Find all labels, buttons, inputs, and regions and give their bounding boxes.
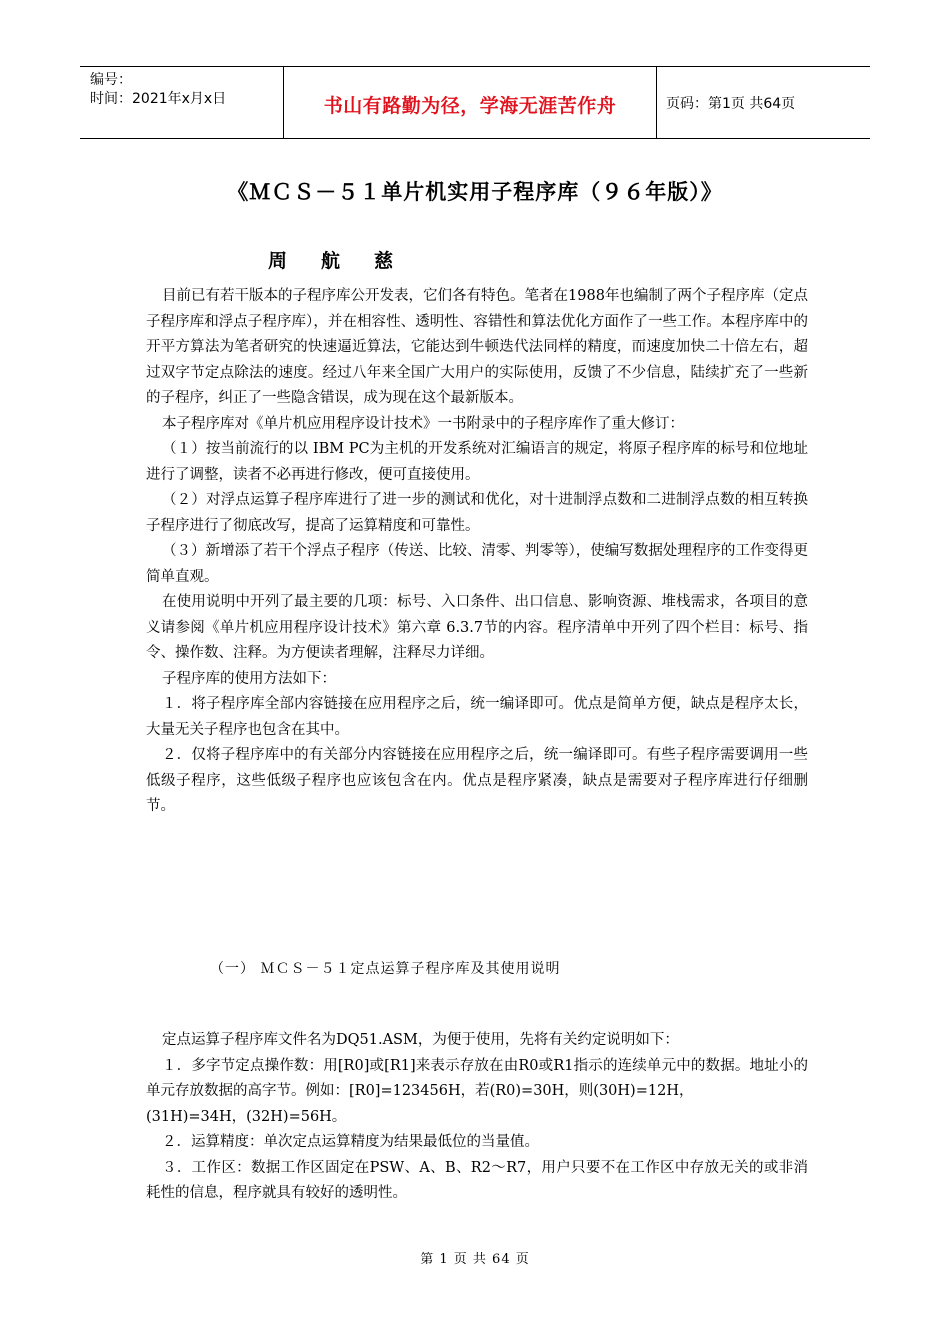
paragraph: 目前已有若干版本的子程序库公开发表，它们各有特色。笔者在1988年也编制了两个子程序库（定点子程序库和浮点子程序库），并在相容性、透明性、容错性和算法优化方面作了一些工作。本程序库中的开平方算法为笔者研究的快速逼近算法，它能达到牛顿迭代法同样的精度，而速度加快二十倍左右，超过双字节定点除法的速度。经过八年来全国广大用户的实际使用，反馈了不少信息，陆续扩充了一些新的子程序，纠正了一些隐含错误，成为现在这个最新版本。 — [146, 288, 808, 406]
section-body — [146, 1028, 808, 1207]
paragraph: （２）对浮点运算子程序库进行了进一步的测试和优化，对十进制浮点数和二进制浮点数的相互转换子程序进行了彻底改写，提高了运算精度和可靠性。 — [146, 492, 808, 534]
section-heading: （一） ＭＣＳ－５１定点运算子程序库及其使用说明 — [210, 961, 561, 977]
document-title: 《ＭＣＳ－５１单片机实用子程序库（９６年版）》 — [227, 180, 723, 204]
paragraph: 子程序库的使用方法如下： — [162, 670, 336, 687]
paragraph: ２．运算精度：单次定点运算精度为结果最低位的当量值。 — [162, 1134, 539, 1150]
paragraph: ３．工作区：数据工作区固定在PSW、A、B、R2～R7，用户只要不在工作区中存放无关的或非消耗性的信息，程序就具有较好的透明性。 — [146, 1159, 808, 1201]
header-motto-cell — [284, 67, 657, 138]
paragraph: １．多字节定点操作数：用[R0]或[R1]来表示存放在由R0或R1指示的连续单元中的数据。地址小的单元存放数据的高字节。例如：[R0]=123456H，若(R0)=30H，则(30H)=12H， — [146, 1057, 808, 1099]
paragraph: (31H)=34H，(32H)=56H。 — [146, 1108, 347, 1125]
paragraph: 定点运算子程序库文件名为DQ51.ASM，为便于使用，先将有关约定说明如下： — [162, 1032, 679, 1048]
paragraph: 在使用说明中开列了最主要的几项：标号、入口条件、出口信息、影响资源、堆栈需求，各项目的意义请参阅《单片机应用程序设计技术》第六章 6.3.7节的内容。程序清单中开列了四个栏目：标号、指令、操作数、注释。为方便读者理解，注释尽力详细。 — [146, 594, 808, 661]
paragraph: １．将子程序库全部内容链接在应用程序之后，统一编译即可。优点是简单方便，缺点是程序太长，大量无关子程序也包含在其中。 — [146, 696, 808, 738]
intro-body — [146, 284, 808, 820]
header-page-cell — [657, 67, 870, 138]
time-label: 时间：2021年x月x日 — [90, 91, 227, 107]
paragraph: 本子程序库对《单片机应用程序设计技术》一书附录中的子程序库作了重大修订： — [162, 415, 684, 432]
page-header — [80, 66, 870, 139]
author-name: 周航慈 — [268, 250, 428, 272]
header-meta-cell — [80, 67, 284, 138]
paragraph: （３）新增添了若干个浮点子程序（传送、比较、清零、判零等），使编写数据处理程序的工作变得更简单直观。 — [146, 543, 808, 585]
page-code: 页码：第1页 共64页 — [666, 96, 796, 112]
paragraph: ２．仅将子程序库中的有关部分内容链接在应用程序之后，统一编译即可。有些子程序需要调用一些低级子程序，这些低级子程序也应该包含在内。优点是程序紧凑，缺点是需要对子程序库进行仔细删节。 — [146, 747, 808, 814]
page-footer: 第 1 页 共 64 页 — [420, 1252, 530, 1267]
paragraph: （１）按当前流行的以 IBM PC为主机的开发系统对汇编语言的规定，将原子程序库的标号和位地址进行了调整，读者不必再进行修改，便可直接使用。 — [146, 441, 808, 483]
number-label: 编号： — [90, 72, 132, 88]
motto-text: 书山有路勤为径，学海无涯苦作舟 — [323, 95, 617, 117]
